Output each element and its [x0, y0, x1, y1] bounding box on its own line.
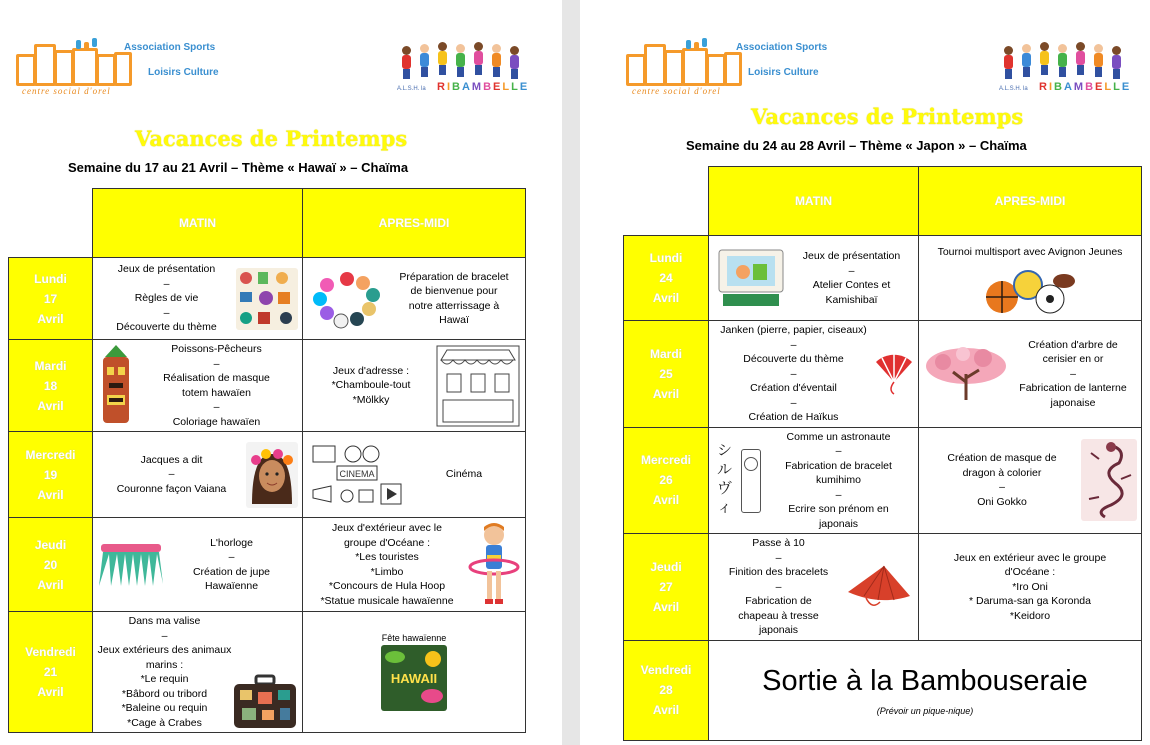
separator: –: [213, 401, 220, 413]
cherry-tree-icon: [923, 344, 1009, 404]
day-cell: [9, 612, 93, 733]
activity-line: *Les touristes: [355, 551, 419, 563]
activity-line: *Baleine ou requin: [121, 702, 208, 714]
activity-line: Préparation de bracelet: [399, 270, 509, 283]
activity-line: Jeux d'extérieur avec le: [332, 522, 442, 534]
association-line2: Loisirs Culture: [148, 67, 219, 78]
activity-line: Réalisation de masque: [163, 372, 270, 384]
table-row: [9, 612, 526, 733]
separator: –: [163, 306, 170, 319]
activity-line: Hawaï: [439, 314, 469, 326]
calligraphy-glyphs: シルヴィ: [717, 441, 733, 517]
table-row: [9, 432, 526, 518]
centre-social-logo: [16, 38, 131, 88]
activity-line: Jeux de présentation: [117, 263, 216, 276]
activity-line: chapeau à tresse: [738, 609, 819, 622]
activity-line: Couronne façon Vaiana: [116, 482, 227, 495]
association-line1: Association Sports: [124, 42, 216, 53]
day-date: 26: [659, 473, 673, 488]
ribambelle-kids-icon: [396, 40, 526, 80]
activity-line: Création d'éventail: [750, 382, 837, 394]
afternoon-cell: [303, 612, 526, 733]
activity-line: Comme un astronaute: [786, 430, 891, 443]
activity-line: Cinéma: [445, 468, 483, 481]
day-month: Avril: [37, 311, 64, 326]
ribambelle-text: RIBAMBELLE: [437, 81, 530, 93]
hawaii-badge: HAWAII: [390, 671, 438, 686]
table-row: [9, 258, 526, 340]
dragon-icon: [1081, 439, 1137, 521]
tiki-mask-icon: [97, 345, 135, 427]
activity-line: japonaise: [1050, 396, 1096, 409]
activity-line: *Keidoro: [1009, 609, 1051, 622]
activity-line: *Concours de Hula Hoop: [328, 580, 446, 592]
day-month: Avril: [37, 487, 64, 502]
day-cell: [9, 518, 93, 612]
day-cell: [624, 427, 709, 534]
activity-line: Tournoi multisport avec Avignon Jeunes: [937, 245, 1123, 258]
activity-line: Jeux extérieurs des animaux marins :: [97, 644, 232, 671]
col-header-morning: MATIN: [709, 167, 919, 236]
activity-line: Coloriage hawaïen: [172, 415, 261, 428]
morning-cell: [93, 340, 303, 432]
afternoon-cell: [919, 321, 1142, 428]
activity-line: Règles de vie: [134, 292, 199, 305]
activity-line: Oni Gokko: [977, 495, 1027, 508]
page-left: [0, 0, 562, 745]
activity-line: *Mölkky: [352, 393, 390, 406]
table-row: [624, 640, 1142, 740]
association-line2: Loisirs Culture: [748, 67, 819, 78]
day-date: 24: [659, 271, 673, 285]
activity-line: Dans ma valise: [128, 615, 201, 627]
morning-cell: [93, 432, 303, 518]
page-title: Vacances de Printemps: [751, 104, 1024, 129]
day-cell: [9, 340, 93, 432]
morning-cell: [709, 236, 919, 321]
activity-line: Janken (pierre, papier, ciseaux): [720, 324, 867, 336]
table-header-row: [9, 189, 526, 258]
morning-cell: [709, 534, 919, 641]
party-title: Fête hawaïenne: [381, 633, 447, 643]
activity-line: *Chamboule-tout: [331, 379, 411, 392]
col-header-afternoon: APRES-MIDI: [919, 167, 1142, 236]
outing-title: Sortie à la Bambouseraie: [762, 664, 1088, 697]
alsh-label: A.L.S.H. la: [397, 86, 426, 92]
table-header-row: [624, 167, 1142, 236]
afternoon-cell: [919, 427, 1142, 534]
activity-line: Création d'arbre de: [1028, 338, 1118, 351]
activity-line: L'horloge: [210, 536, 253, 549]
activity-line: Découverte du thème: [116, 321, 217, 334]
day-name: Mardi: [34, 358, 67, 373]
separator: –: [999, 481, 1005, 494]
day-cell: [9, 258, 93, 340]
separator: –: [1070, 367, 1076, 380]
day-date: 20: [43, 557, 58, 572]
page-title: Vacances de Printemps: [135, 126, 408, 151]
day-name: Vendredi: [640, 663, 692, 677]
activity-line: Découverte du thème: [743, 353, 844, 365]
separator: –: [163, 277, 170, 290]
morning-cell: [709, 321, 919, 428]
schedule-table: [8, 188, 526, 733]
activity-line: japonais: [758, 624, 799, 636]
day-name: Lundi: [649, 251, 683, 265]
day-cell: [624, 321, 709, 428]
hula-hoop-girl-icon: [467, 521, 521, 609]
day-cell: [624, 640, 709, 740]
centre-social-logo: [626, 38, 741, 88]
day-date: 28: [659, 683, 673, 697]
outing-note: (Prévoir un pique-nique): [876, 705, 974, 716]
suitcase-icon: [232, 674, 298, 730]
activity-line: dragon à colorier: [962, 466, 1042, 479]
afternoon-cell: [303, 432, 526, 518]
activity-line: Jeux d'adresse :: [332, 364, 410, 377]
afternoon-cell: [303, 518, 526, 612]
activity-line: Fabrication de bracelet: [785, 459, 892, 472]
activity-line: Poissons-Pêcheurs: [171, 343, 262, 355]
page-right: [580, 0, 1150, 745]
table-row: [624, 236, 1142, 321]
separator: –: [161, 629, 168, 642]
afternoon-cell: [303, 340, 526, 432]
day-month: Avril: [652, 493, 680, 508]
separator: –: [775, 580, 782, 593]
day-name: Jeudi: [34, 537, 67, 552]
schedule-table: [623, 166, 1142, 741]
day-cell: [9, 432, 93, 518]
activity-line: cerisier en or: [1042, 353, 1104, 365]
day-month: Avril: [37, 577, 64, 592]
grass-skirt-icon: [97, 542, 165, 588]
activity-line: de bienvenue pour: [410, 285, 498, 297]
alsh-label: A.L.S.H. la: [999, 86, 1028, 92]
activity-line: Atelier Contes et: [812, 279, 891, 291]
ribambelle-kids-icon: [998, 40, 1128, 80]
day-month: Avril: [652, 703, 680, 717]
activity-line: kumihimo: [816, 474, 861, 486]
day-cell: [624, 236, 709, 321]
activity-line: Jacques a dit: [140, 453, 203, 466]
col-header-morning: MATIN: [93, 189, 303, 258]
association-line1: Association Sports: [736, 42, 828, 53]
separator: –: [835, 488, 842, 501]
separator: –: [835, 445, 842, 457]
morning-cell: [709, 427, 919, 534]
activity-line: d'Océane :: [1004, 566, 1056, 578]
activity-line: Création de jupe: [192, 565, 271, 578]
day-month: Avril: [652, 386, 680, 401]
separator: –: [790, 338, 797, 351]
day-cell: [624, 534, 709, 641]
activity-line: *Cage à Crabes: [127, 716, 202, 729]
activity-line: japonais: [818, 517, 859, 530]
activity-line: *Le requin: [140, 673, 189, 685]
header-blank: [9, 189, 93, 258]
activity-line: Finition des bracelets: [728, 566, 829, 578]
activity-line: Fabrication de lanterne: [1019, 382, 1127, 394]
day-name: Vendredi: [25, 645, 76, 659]
activity-line: *Iro Oni: [1012, 580, 1048, 593]
week-subtitle: Semaine du 17 au 21 Avril – Thème « Hawaï » – Chaïma: [68, 160, 409, 175]
separator: –: [168, 468, 175, 481]
day-month: Avril: [652, 599, 680, 614]
svg-text:CINEMA: CINEMA: [339, 468, 375, 479]
separator: –: [790, 396, 797, 409]
day-date: 18: [43, 378, 58, 393]
table-row: [9, 340, 526, 432]
day-date: 21: [43, 665, 58, 679]
activity-line: *Bâbord ou tribord: [121, 687, 208, 700]
cinema-doodle-icon: [307, 440, 407, 510]
outing-cell: [709, 640, 1142, 740]
table-row: [9, 518, 526, 612]
header-blank: [624, 167, 709, 236]
ribambelle-label: [437, 81, 529, 93]
separator: –: [790, 367, 797, 380]
table-row: [624, 534, 1142, 641]
activity-line: Fabrication de: [745, 595, 812, 607]
day-month: Avril: [652, 291, 680, 305]
table-row: [624, 321, 1142, 428]
week-subtitle: Semaine du 24 au 28 Avril – Thème « Japon » – Chaïma: [686, 138, 1027, 153]
morning-cell: [93, 258, 303, 340]
col-header-afternoon: APRES-MIDI: [303, 189, 526, 258]
separator: –: [213, 357, 220, 370]
activity-line: Jeux en extérieur avec le groupe: [953, 551, 1107, 564]
activity-line: Jeux de présentation: [802, 250, 901, 262]
japanese-fan-icon: [874, 352, 914, 396]
afternoon-cell: [919, 534, 1142, 641]
centre-social-label: centre social d'orel: [22, 86, 111, 96]
day-name: Mercredi: [640, 453, 692, 468]
morning-cell: [93, 518, 303, 612]
sports-balls-icon: [984, 265, 1076, 315]
kamishibai-theatre-icon: [713, 246, 789, 310]
day-name: Lundi: [34, 271, 67, 286]
separator: –: [775, 551, 782, 564]
day-name: Mardi: [649, 346, 682, 361]
day-month: Avril: [37, 398, 64, 413]
day-date: 27: [659, 579, 673, 594]
fairground-stand-icon: [435, 344, 521, 428]
table-row: [624, 427, 1142, 534]
day-date: 17: [43, 291, 58, 306]
ribambelle-text: RIBAMBELLE: [1039, 81, 1132, 93]
flower-crown-girl-icon: [246, 442, 298, 508]
activity-line: Passe à 10: [752, 537, 805, 549]
activity-line: totem hawaïen: [182, 386, 251, 399]
conical-hat-icon: [844, 562, 914, 612]
activity-line: Hawaïenne: [204, 580, 259, 592]
activity-line: notre atterrissage à: [408, 299, 500, 312]
ribambelle-label: [1039, 81, 1131, 93]
afternoon-cell: [919, 236, 1142, 321]
activity-line: Création de Haïkus: [748, 411, 839, 423]
doodle-pattern-icon: [236, 268, 298, 330]
day-name: Jeudi: [650, 559, 682, 574]
centre-social-label: centre social d'orel: [632, 86, 721, 96]
afternoon-cell: [303, 258, 526, 340]
activity-line: groupe d'Océane :: [343, 536, 431, 549]
separator: –: [848, 264, 855, 277]
activity-line: * Daruma-san ga Koronda: [969, 595, 1091, 607]
activity-line: *Statue musicale hawaïenne: [320, 594, 454, 607]
activity-line: Kamishibaï: [825, 293, 878, 306]
bead-bracelet-icon: [307, 267, 387, 331]
day-date: 25: [659, 366, 673, 381]
activity-line: Ecrire son prénom en: [788, 503, 889, 515]
activity-line: *Limbo: [370, 565, 404, 578]
activity-line: Création de masque de: [947, 452, 1057, 465]
day-month: Avril: [37, 685, 64, 699]
japanese-calligraphy-icon: [713, 437, 763, 523]
separator: –: [228, 551, 235, 563]
morning-cell: [93, 612, 303, 733]
day-date: 19: [43, 467, 58, 482]
hawaii-party-icon: [381, 645, 447, 711]
day-name: Mercredi: [25, 447, 76, 462]
